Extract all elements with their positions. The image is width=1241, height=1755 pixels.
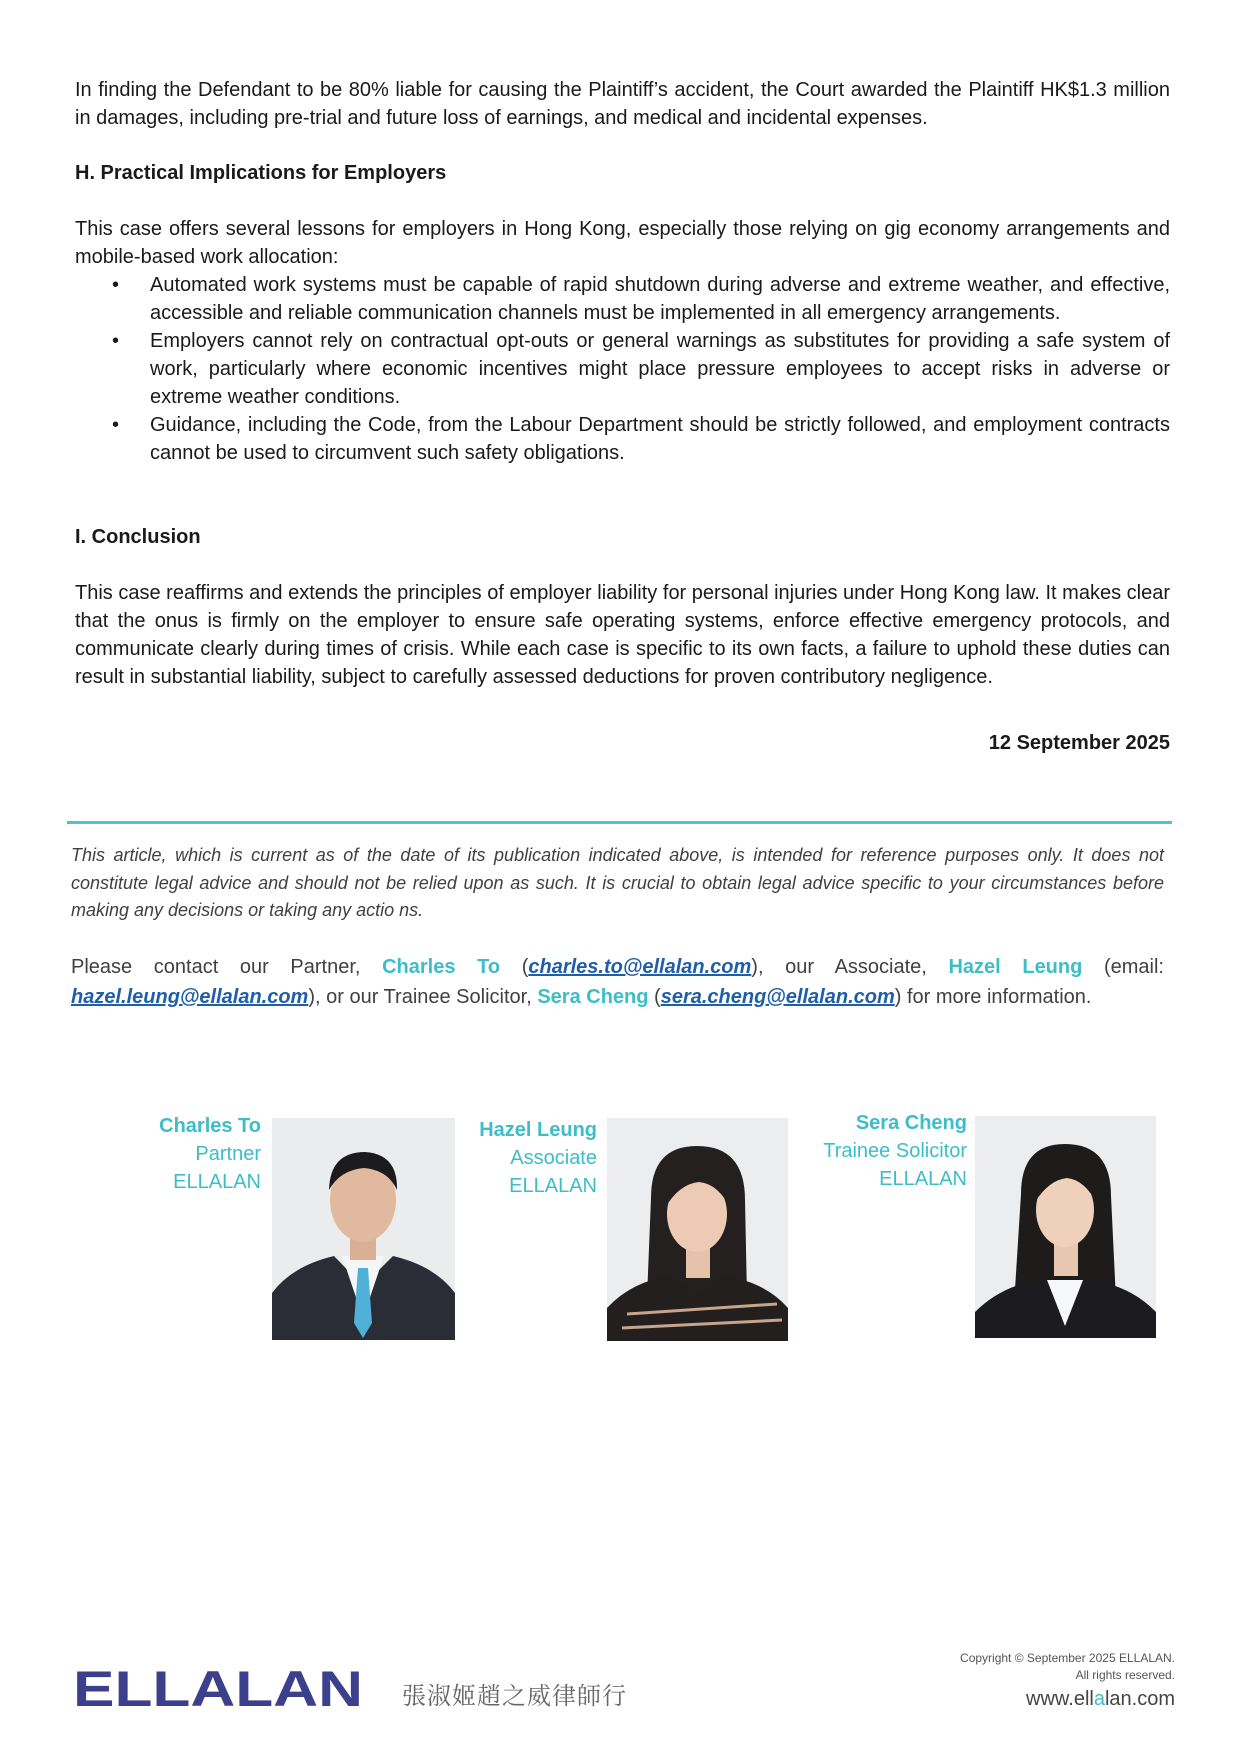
- photo-hazel: [607, 1118, 788, 1341]
- list-item: [75, 411, 1170, 467]
- copyright-line: Copyright © September 2025 ELLALAN.: [960, 1651, 1175, 1665]
- conclusion-paragraph: This case reaffirms and extends the principles of employer liability for personal injuries under Hong Kong law. It makes clear that the onus is firmly on the employer to ensure safe operating systems, enforce effective emergency protocols, and communicate clearly during times of crisis. While each case is specific to its own facts, a failure to uphold these duties can result in substantial liability, subject to carefully assessed deductions for proven contributory negligence.: [75, 582, 1170, 688]
- email-link-sera[interactable]: sera.cheng@ellalan.com: [660, 986, 895, 1008]
- bullet-icon: •: [112, 414, 120, 436]
- contact-text: ), or our Trainee Solicitor,: [308, 986, 538, 1008]
- bullet-text: Automated work systems must be capable of rapid shutdown during adverse and extreme weather, and effective, accessible and reliable communication channels must be implemented in all emergency arrangements.: [150, 274, 1170, 324]
- person-name: Charles To: [159, 1115, 261, 1137]
- photo-charles: [272, 1118, 455, 1340]
- person-firm: ELLALAN: [509, 1175, 597, 1197]
- implications-list: [75, 271, 1170, 467]
- section-h-heading: H. Practical Implications for Employers: [75, 162, 447, 184]
- person-charles: [159, 1112, 261, 1196]
- person-firm: ELLALAN: [173, 1171, 261, 1193]
- ellalan-logo: [73, 1664, 363, 1710]
- website-text: lan.com: [1104, 1688, 1175, 1710]
- person-sera: [823, 1109, 967, 1193]
- person-name: Sera Cheng: [855, 1112, 967, 1134]
- website-text: www.ell: [1026, 1688, 1094, 1710]
- svg-text:ELLALAN: ELLALAN: [73, 1664, 363, 1710]
- contact-text: Please contact our Partner,: [71, 956, 383, 978]
- list-item: [75, 327, 1170, 411]
- bullet-icon: •: [112, 330, 120, 352]
- contact-text: (email:: [1082, 956, 1164, 978]
- photo-sera: [975, 1116, 1156, 1338]
- disclaimer: This article, which is current as of the date of its publication indicated above, is intended for reference purposes only. It does not constitute legal advice and should not be relied upon as such. It is crucial to obtain legal advice specific to your circumstances before making any decisions or taking any actio ns.: [71, 845, 1164, 920]
- person-hazel: [479, 1116, 597, 1200]
- section-h-intro: This case offers several lessons for employers in Hong Kong, especially those relying on gig economy arrangements and mobile-based work allocation:: [75, 218, 1170, 268]
- person-title: Trainee Solicitor: [823, 1140, 967, 1162]
- bullet-text: Employers cannot rely on contractual opt-outs or general warnings as substitutes for providing a safe system of work, particularly where economic incentives might place pressure employees to accept risks in adverse or extreme weather conditions.: [150, 330, 1170, 408]
- firm-chinese-name: 張淑姬趙之威律師行: [402, 1682, 627, 1710]
- contact-paragraph: [71, 952, 1164, 1012]
- intro-paragraph: In finding the Defendant to be 80% liable for causing the Plaintiff’s accident, the Court awarded the Plaintiff HK$1.3 million in damages, including pre-trial and future loss of earnings, and medical and incidental expenses.: [75, 79, 1170, 129]
- list-item: [75, 271, 1170, 327]
- contact-name-sera: Sera Cheng: [537, 986, 649, 1008]
- website-link[interactable]: [1026, 1688, 1175, 1711]
- copyright-notice: [960, 1650, 1175, 1684]
- website-accent: a: [1093, 1688, 1105, 1710]
- person-title: Associate: [510, 1147, 597, 1169]
- person-title: Partner: [195, 1143, 261, 1165]
- bullet-icon: •: [112, 274, 120, 296]
- contact-text: ), our Associate,: [751, 956, 949, 978]
- section-i-heading: I. Conclusion: [75, 526, 201, 548]
- contact-name-charles: Charles To: [382, 956, 501, 978]
- bullet-text: Guidance, including the Code, from the Labour Department should be strictly followed, and employment contracts cannot be used to circumvent such safety obligations.: [150, 414, 1170, 464]
- person-firm: ELLALAN: [879, 1168, 967, 1190]
- person-name: Hazel Leung: [479, 1119, 597, 1141]
- contact-name-hazel: Hazel Leung: [948, 956, 1083, 978]
- divider: [67, 821, 1172, 824]
- copyright-line: All rights reserved.: [1075, 1668, 1175, 1682]
- contact-text: (: [648, 986, 661, 1008]
- email-link-charles[interactable]: charles.to@ellalan.com: [528, 956, 752, 978]
- publication-date: 12 September 2025: [988, 732, 1170, 754]
- contact-text: (: [500, 956, 529, 978]
- contact-text: ) for more information.: [894, 986, 1092, 1008]
- email-link-hazel[interactable]: hazel.leung@ellalan.com: [71, 986, 309, 1008]
